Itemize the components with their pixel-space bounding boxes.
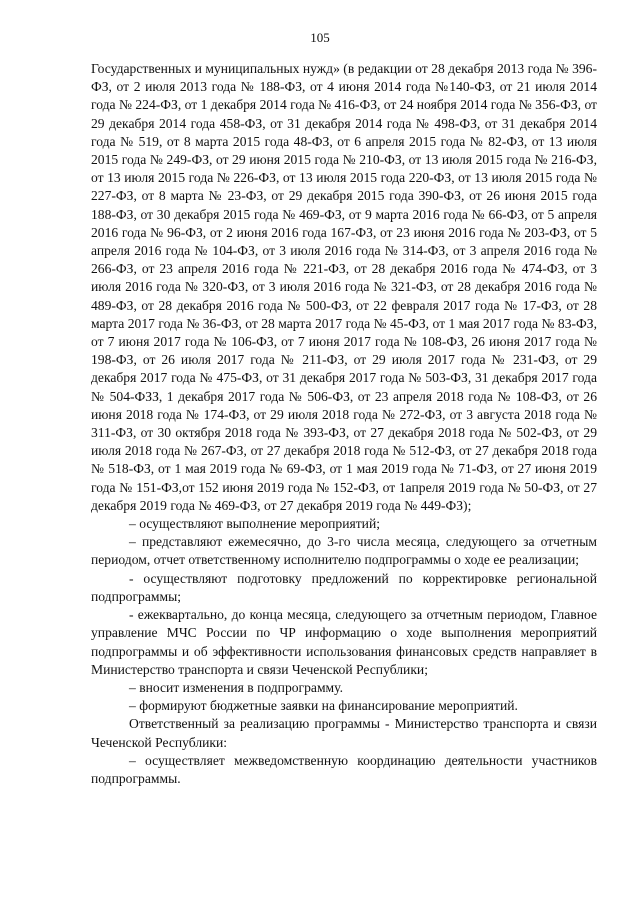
page-number: 105: [310, 30, 330, 45]
paragraph-responsible: Ответственный за реализацию программы - Министерство транспорта и связи Чеченской Республики:: [91, 716, 597, 750]
paragraph-item-execute: – осуществляют выполнение мероприятий;: [129, 516, 380, 532]
paragraph-item-changes: – вносит изменения в подпрограмму.: [129, 679, 343, 695]
paragraph-item-quarterly: - ежеквартально, до конца месяца, следующего за отчетным периодом, Главное управление МЧС России по ЧР информацию о ходе выполнения мероприятий подпрограммы и об эффективности использования финансовых средств направляет в Министерство транспорта и связи Чеченской Республики;: [91, 607, 597, 677]
paragraph-item-report: – представляют ежемесячно, до 3-го числа месяца, следующего за отчетным периодом, отчет ответственному исполнителю подпрограммы о ходе ее реализации;: [91, 534, 597, 568]
paragraph-legislation-list: Государственных и муниципальных нужд» (в редакции от 28 декабря 2013 года № 396-ФЗ, от 2 июля 2013 года № 188-ФЗ, от 4 июня 2014 года №140-ФЗ, от 21 июля 2014 года № 224-ФЗ, от 1 декабря 2014 года № 416-ФЗ, от 24 ноября 2014 года № 356-ФЗ, от 29 декабря 2014 года 458-ФЗ, от 31 декабря 2014 года № 498-ФЗ, от 31 декабря 2014 года № 519, от 8 марта 2015 года 48-ФЗ, от 6 апреля 2015 года № 82-ФЗ, от 13 июля 2015 года № 249-ФЗ, от 29 июня 2015 года № 210-ФЗ, от 13 июля 2015 года № 216-ФЗ, от 13 июля 2015 года № 226-ФЗ, от 13 июля 2015 года 220-ФЗ, от 13 июля 2015 года № 227-ФЗ, от 8 марта № 23-ФЗ, от 29 декабря 2015 года 390-ФЗ, от 26 июня 2015 года 188-ФЗ, от 30 декабря 2015 года № 469-ФЗ, от 9 марта 2016 года № 66-ФЗ, от 5 апреля 2016 года № 96-ФЗ, от 2 июня 2016 года 167-ФЗ, от 23 июня 2016 года № 203-ФЗ, от 5 апреля 2016 года № 104-ФЗ, от 3 июля 2016 года № 314-ФЗ, от 3 апреля 2016 года № 266-ФЗ, от 23 апреля 2016 года № 221-ФЗ, от 28 декабря 2016 года № 474-ФЗ, от 3 июля 2016 года № 320-ФЗ, от 3 июля 2016 года № 321-ФЗ, от 28 декабря 2016 года № 489-ФЗ, от 28 декабря 2016 года № 500-ФЗ, от 22 февраля 2017 года № 17-ФЗ, от 28 марта 2017 года № 36-ФЗ, от 28 марта 2017 года № 45-ФЗ, от 1 мая 2017 года № 83-ФЗ, от 7 июня 2017 года № 106-ФЗ, от 7 июня 2017 года № 108-ФЗ, 26 июня 2017 года № 198-ФЗ, от 26 июля 2017 года № 211-ФЗ, от 29 июля 2017 года № 231-ФЗ, от 29 декабря 2017 года № 475-ФЗ, от 31 декабря 2017 года № 503-ФЗ, 31 декабря 2017 года № 504-ФЗЗ, 1 декабря 2017 года № 506-ФЗ, от 23 апреля 2018 года № 108-ФЗ, от 26 июня 2018 года № 174-ФЗ, от 29 июля 2018 года № 272-ФЗ, от 3 августа 2018 года № 311-ФЗ, от 30 октября 2018 года № 393-ФЗ, от 27 декабря 2018 года № 502-ФЗ, от 29 июля 2018 года № 267-ФЗ, от 27 декабря 2018 года № 512-ФЗ, от 27 декабря 2018 года № 518-ФЗ, от 1 мая 2019 года № 69-ФЗ, от 1 мая 2019 года № 71-ФЗ, от 27 июня 2019 года № 151-ФЗ,от 152 июня 2019 года № 152-ФЗ, от 1апреля 2019 года № 50-ФЗ, от 27 декабря 2019 года № 469-ФЗ, от 27 декабря 2019 года № 449-ФЗ);: [91, 61, 597, 513]
document-body: [91, 60, 597, 788]
paragraph-item-coordination: – осуществляет межведомственную координацию деятельности участников подпрограммы.: [91, 752, 597, 786]
paragraph-item-prepare: - осуществляют подготовку предложений по корректировке региональной подпрограммы;: [91, 570, 597, 604]
paragraph-item-budget: – формируют бюджетные заявки на финансирование мероприятий.: [129, 698, 518, 714]
